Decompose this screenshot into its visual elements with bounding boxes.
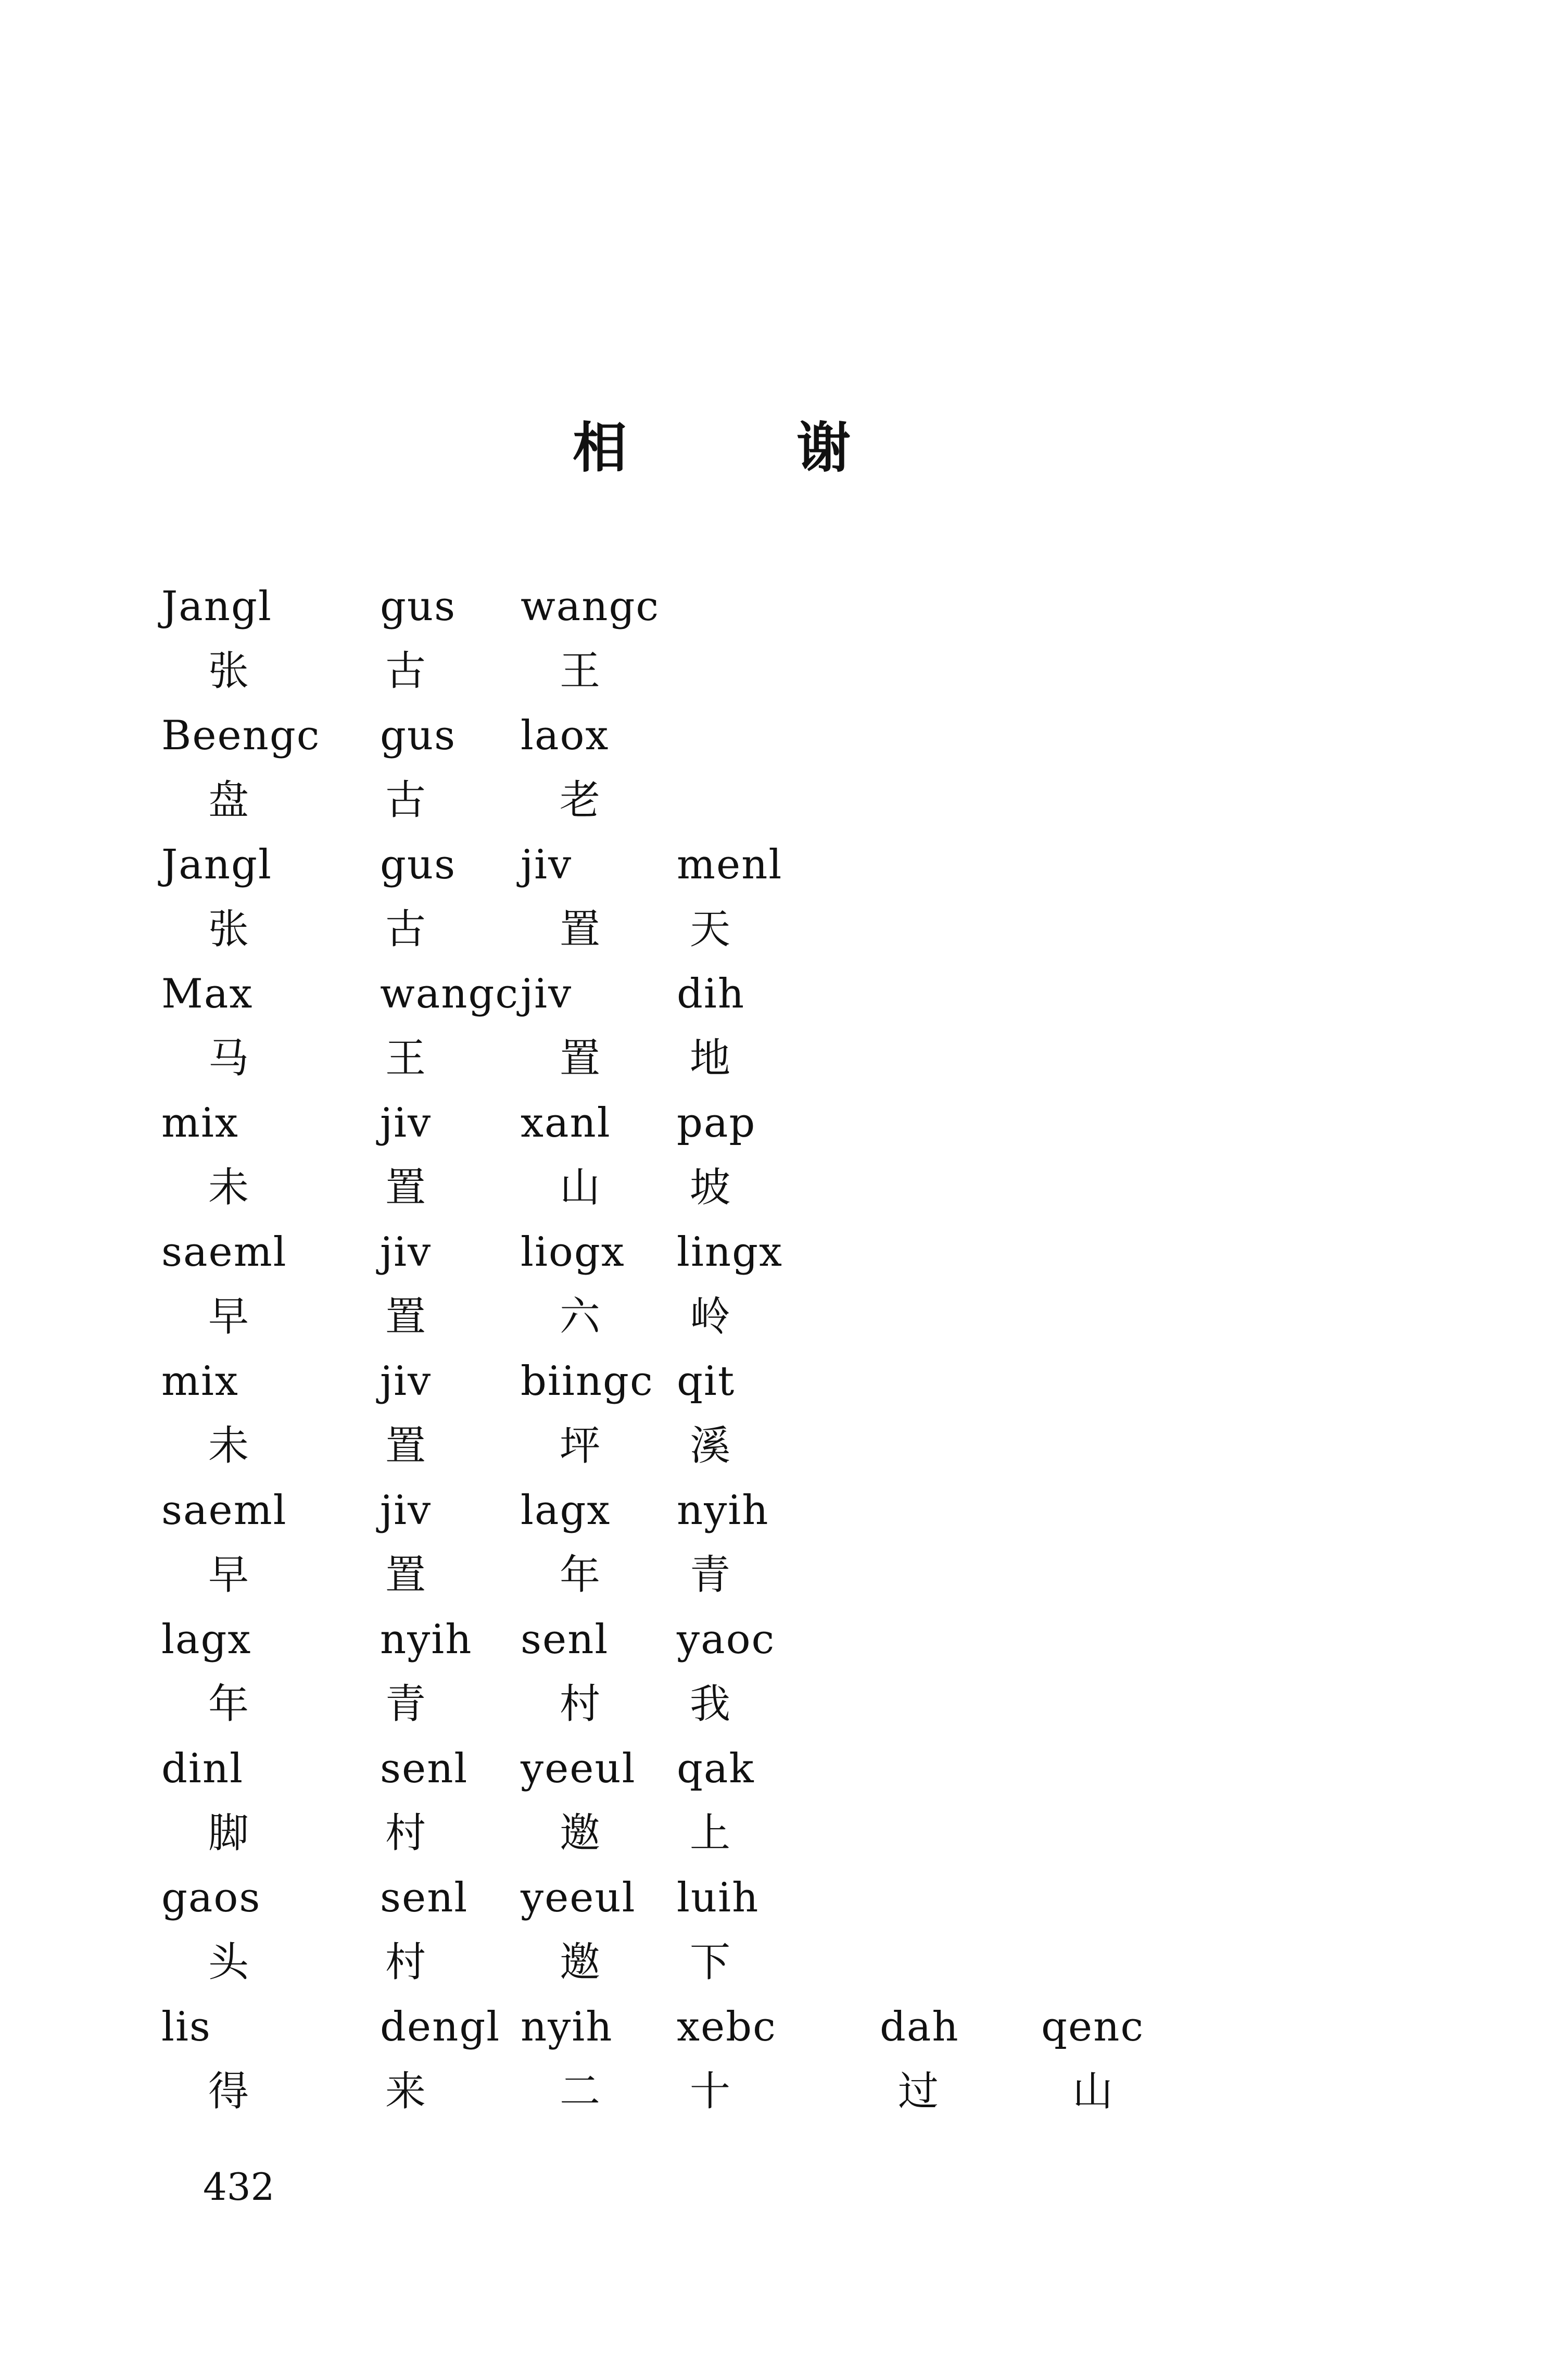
- hanzi-word: 盘: [208, 777, 249, 824]
- hanzi-word: 村: [385, 1939, 426, 1986]
- romanized-line: [0, 1087, 1543, 1160]
- hanzi-word: 我: [690, 1681, 731, 1728]
- page-title-char-2: 谢: [796, 416, 851, 480]
- romanized-word: lis: [161, 2004, 211, 2050]
- romanized-word: menl: [677, 841, 783, 888]
- romanized-word: nyih: [380, 1616, 473, 1663]
- hanzi-word: 早: [208, 1293, 249, 1340]
- romanized-word: nyih: [677, 1487, 769, 1534]
- hanzi-word: 邀: [560, 1939, 601, 1986]
- romanized-word: dih: [677, 971, 745, 1017]
- hanzi-word: 未: [208, 1164, 249, 1211]
- romanized-word: qak: [677, 1745, 755, 1792]
- romanized-word: jiv: [521, 971, 573, 1017]
- romanized-word: lagx: [161, 1616, 252, 1663]
- romanized-word: senl: [380, 1874, 469, 1921]
- romanized-word: Jangl: [161, 583, 272, 630]
- hanzi-line: [0, 635, 1543, 708]
- romanized-line: [0, 958, 1543, 1030]
- romanized-word: jiv: [380, 1358, 432, 1405]
- romanized-line: [0, 1861, 1543, 1934]
- hanzi-word: 坡: [690, 1164, 731, 1211]
- romanized-line: [0, 1345, 1543, 1418]
- hanzi-word: 置: [385, 1422, 426, 1469]
- hanzi-word: 张: [208, 906, 249, 953]
- hanzi-word: 古: [385, 777, 426, 824]
- hanzi-word: 老: [560, 777, 601, 824]
- romanized-word: gus: [380, 712, 457, 759]
- romanized-word: Beengc: [161, 712, 321, 759]
- romanized-word: gus: [380, 841, 457, 888]
- hanzi-word: 置: [385, 1293, 426, 1340]
- hanzi-line: [0, 1926, 1543, 1999]
- hanzi-word: 过: [898, 2068, 939, 2115]
- romanized-word: nyih: [521, 2004, 613, 2050]
- hanzi-line: [0, 1797, 1543, 1870]
- romanized-word: dinl: [161, 1745, 244, 1792]
- romanized-word: dengl: [380, 2004, 501, 2050]
- hanzi-word: 六: [560, 1293, 601, 1340]
- romanized-word: Max: [161, 971, 254, 1017]
- romanized-word: laox: [521, 712, 610, 759]
- page-number: 432: [203, 2165, 275, 2209]
- hanzi-line: [0, 1151, 1543, 1224]
- hanzi-word: 古: [385, 906, 426, 953]
- romanized-word: liogx: [521, 1229, 625, 1276]
- hanzi-word: 村: [385, 1810, 426, 1857]
- romanized-word: wangc: [380, 971, 520, 1017]
- romanized-word: Jangl: [161, 841, 272, 888]
- hanzi-word: 村: [560, 1681, 601, 1728]
- romanized-word: lagx: [521, 1487, 611, 1534]
- romanized-line: [0, 1991, 1543, 2063]
- hanzi-word: 坪: [560, 1422, 601, 1469]
- romanized-word: mix: [161, 1358, 239, 1405]
- romanized-word: jiv: [380, 1229, 432, 1276]
- romanized-word: biingc: [521, 1358, 654, 1405]
- romanized-line: [0, 1732, 1543, 1805]
- romanized-line: [0, 1474, 1543, 1547]
- romanized-word: xanl: [521, 1100, 611, 1147]
- page-title-char-1: 相: [573, 416, 627, 480]
- hanzi-word: 置: [560, 906, 601, 953]
- hanzi-word: 马: [208, 1035, 249, 1082]
- hanzi-word: 置: [560, 1035, 601, 1082]
- hanzi-word: 二: [560, 2068, 601, 2115]
- romanized-line: [0, 828, 1543, 901]
- hanzi-word: 置: [385, 1164, 426, 1211]
- hanzi-word: 天: [690, 906, 731, 953]
- romanized-word: senl: [521, 1616, 609, 1663]
- hanzi-word: 古: [385, 648, 426, 695]
- romanized-word: luih: [677, 1874, 760, 1921]
- hanzi-line: [0, 1539, 1543, 1611]
- romanized-word: qit: [677, 1358, 736, 1405]
- hanzi-word: 头: [208, 1939, 249, 1986]
- romanized-word: lingx: [677, 1229, 783, 1276]
- romanized-word: xebc: [677, 2004, 777, 2050]
- romanized-word: dah: [880, 2004, 959, 2050]
- romanized-word: senl: [380, 1745, 469, 1792]
- romanized-line: [0, 699, 1543, 772]
- hanzi-word: 早: [208, 1552, 249, 1598]
- romanized-word: jiv: [380, 1487, 432, 1534]
- hanzi-word: 十: [690, 2068, 731, 2115]
- romanized-word: jiv: [380, 1100, 432, 1147]
- romanized-line: [0, 1603, 1543, 1676]
- hanzi-word: 年: [560, 1552, 601, 1598]
- hanzi-word: 脚: [208, 1810, 249, 1857]
- hanzi-word: 年: [208, 1681, 249, 1728]
- romanized-word: jiv: [521, 841, 573, 888]
- hanzi-line: [0, 2055, 1543, 2128]
- hanzi-word: 上: [690, 1810, 731, 1857]
- hanzi-line: [0, 1409, 1543, 1482]
- hanzi-word: 置: [385, 1552, 426, 1598]
- hanzi-word: 王: [385, 1035, 426, 1082]
- romanized-word: yaoc: [677, 1616, 776, 1663]
- hanzi-word: 下: [690, 1939, 731, 1986]
- hanzi-line: [0, 1022, 1543, 1095]
- hanzi-word: 邀: [560, 1810, 601, 1857]
- romanized-word: yeeul: [521, 1874, 636, 1921]
- romanized-word: saeml: [161, 1229, 287, 1276]
- romanized-word: qenc: [1041, 2004, 1145, 2050]
- romanized-word: mix: [161, 1100, 239, 1147]
- romanized-line: [0, 570, 1543, 643]
- hanzi-word: 山: [560, 1164, 601, 1211]
- hanzi-word: 山: [1072, 2068, 1114, 2115]
- romanized-word: saeml: [161, 1487, 287, 1534]
- hanzi-word: 得: [208, 2068, 249, 2115]
- hanzi-word: 地: [690, 1035, 731, 1082]
- hanzi-line: [0, 1280, 1543, 1353]
- hanzi-word: 岭: [690, 1293, 731, 1340]
- hanzi-line: [0, 893, 1543, 966]
- romanized-line: [0, 1216, 1543, 1289]
- hanzi-word: 王: [560, 648, 601, 695]
- romanized-word: gaos: [161, 1874, 261, 1921]
- romanized-word: pap: [677, 1100, 756, 1147]
- hanzi-word: 青: [690, 1552, 731, 1598]
- romanized-word: wangc: [521, 583, 660, 630]
- hanzi-word: 未: [208, 1422, 249, 1469]
- hanzi-word: 溪: [690, 1422, 731, 1469]
- romanized-word: yeeul: [521, 1745, 636, 1792]
- hanzi-word: 青: [385, 1681, 426, 1728]
- hanzi-word: 张: [208, 648, 249, 695]
- romanized-word: gus: [380, 583, 457, 630]
- hanzi-line: [0, 1668, 1543, 1741]
- hanzi-line: [0, 764, 1543, 837]
- hanzi-word: 来: [385, 2068, 426, 2115]
